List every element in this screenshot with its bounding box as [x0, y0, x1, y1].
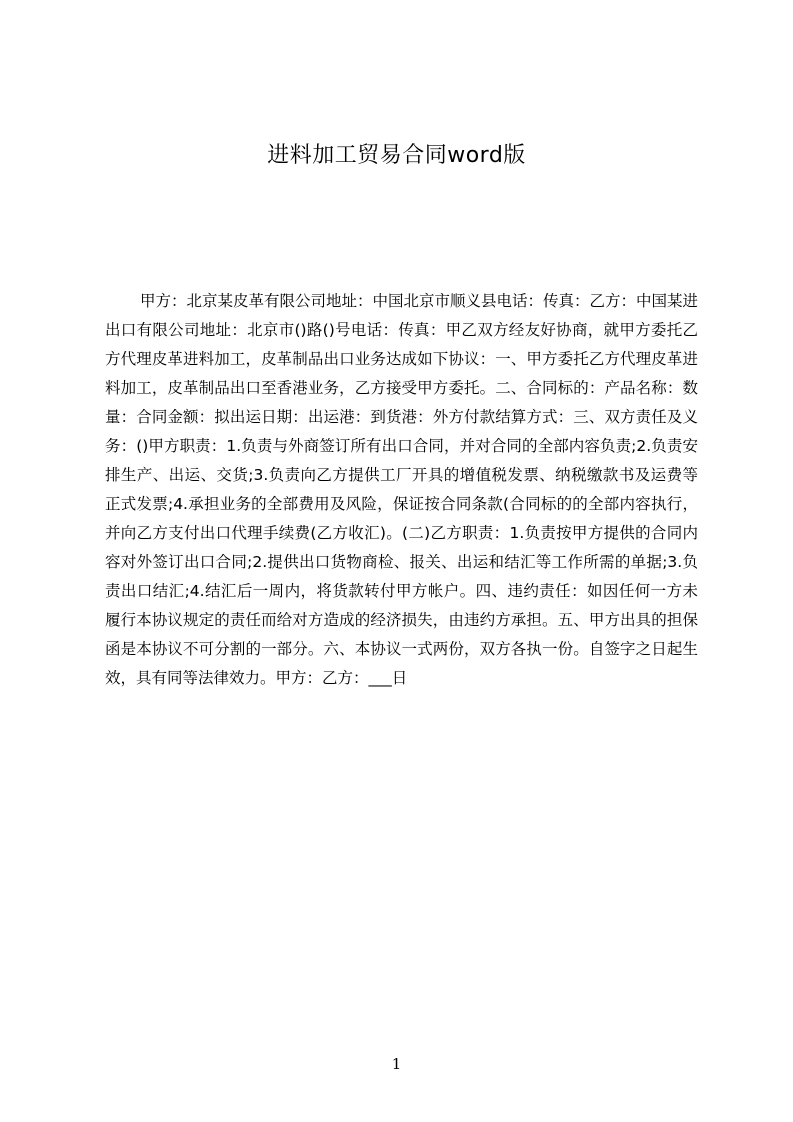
contract-body-text: 甲方：北京某皮革有限公司地址：中国北京市顺义县电话：传真：乙方：中国某进出口有限公司地址：北京市()路()号电话：传真：甲乙双方经友好协商，就甲方委托乙方代理皮革进料加工，皮革制品出口业务达成如下协议：一、甲方委托乙方代理皮革进料加工，皮革制品出口至香港业务，乙方接受甲方委托。二、合同标的：产品名称：数量：合同金额：拟出运日期：出运港：到货港：外方付款结算方式：三、双方责任及义务：()甲方职责：1.负责与外商签订所有出口合同，并对合同的全部内容负责;2.负责安排生产、出运、交货;3.负责向乙方提供工厂开具的增值税发票、纳税缴款书及运费等正式发票;4.承担业务的全部费用及风险，保证按合同条款(合同标的的全部内容执行，并向乙方支付出口代理手续费(乙方收汇)。(二)乙方职责：1.负责按甲方提供的合同内容对外签订出口合同;2.提供出口货物商检、报关、出运和结汇等工作所需的单据;3.负责出口结汇;4.结汇后一周内，将货款转付甲方帐户。四、违约责任：如因任何一方未履行本协议规定的责任而给对方造成的经济损失，由违约方承担。五、甲方出具的担保函是本协议不可分割的一部分。六、本协议一式两份，双方各执一份。自签字之日起生效，具有同等法律效力。甲方：乙方：___日: [105, 292, 699, 687]
document-title: 进料加工贸易合同word版: [267, 143, 526, 168]
page-number: 1: [391, 1055, 402, 1073]
